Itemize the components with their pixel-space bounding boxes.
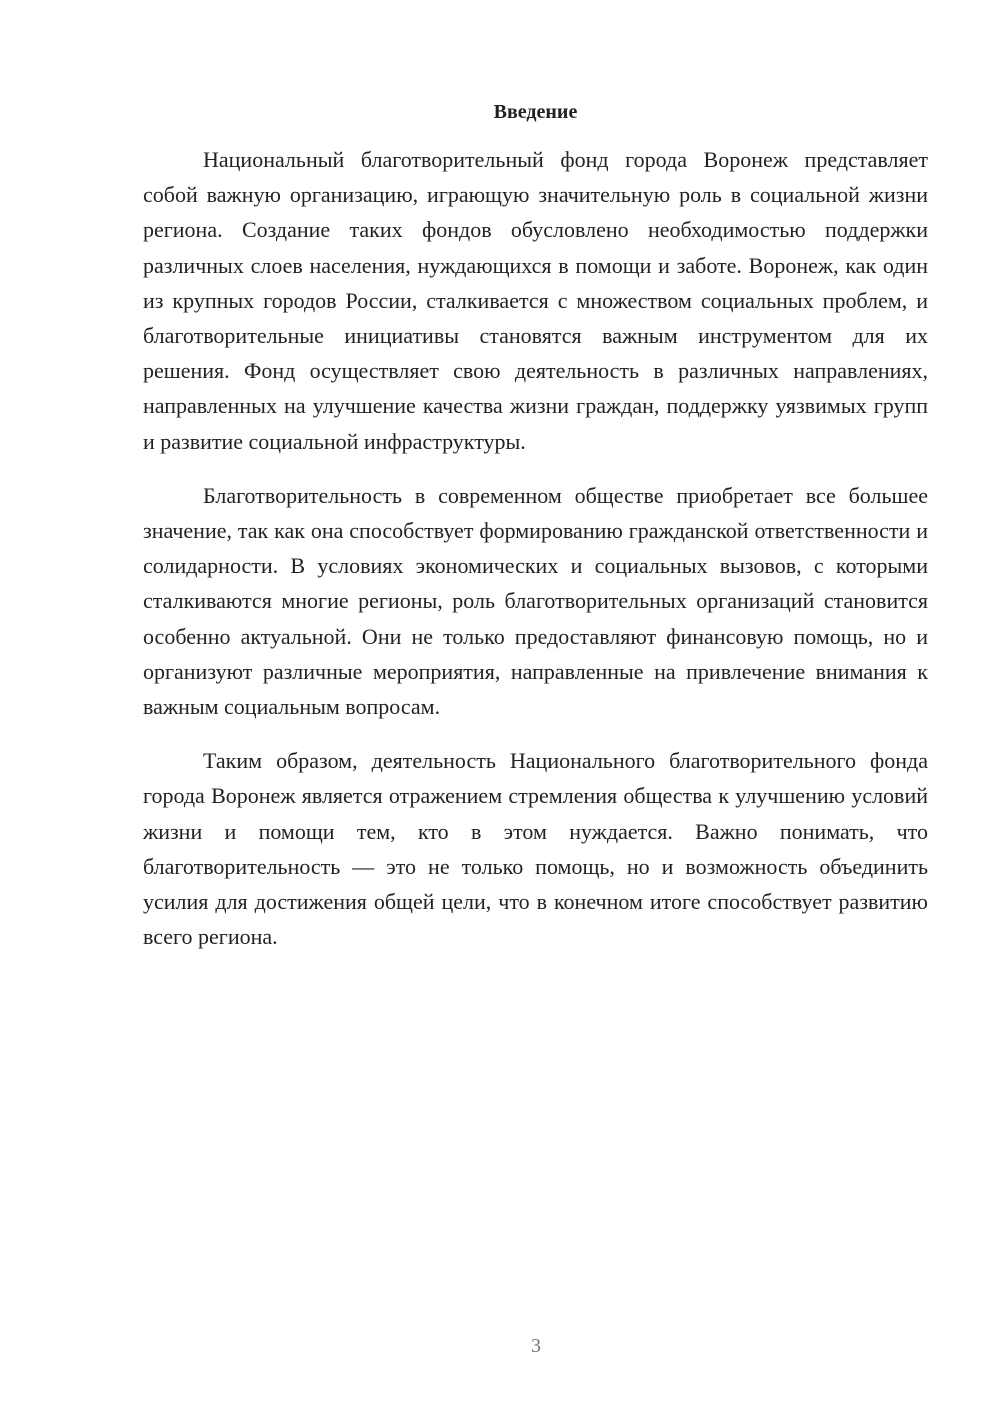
- page-title: Введение: [493, 101, 578, 123]
- page-number: 3: [531, 1335, 541, 1357]
- body-text: [143, 142, 928, 973]
- paragraph-1: Национальный благотворительный фонд города Воронеж представляет собой важную организацию, играющую значительную роль в социальной жизни региона. Создание таких фондов обусловлено необходимостью поддержки различных слоев населения, нуждающихся в помощи и заботе. Воронеж, как один из крупных городов России, сталкивается с множеством социальных проблем, и благотворительные инициативы становятся важным инструментом для их решения. Фонд осуществляет свою деятельность в различных направлениях, направленных на улучшение качества жизни граждан, поддержку уязвимых групп и развитие социальной инфраструктуры.: [143, 147, 928, 454]
- paragraph-2: Благотворительность в современном обществе приобретает все большее значение, так как она способствует формированию гражданской ответственности и солидарности. В условиях экономических и социальных вызовов, с которыми сталкиваются многие регионы, роль благотворительных организаций становится особенно актуальной. Они не только предоставляют финансовую помощь, но и организуют различные мероприятия, направленные на привлечение внимания к важным социальным вопросам.: [143, 482, 928, 720]
- paragraph-3: Таким образом, деятельность Национального благотворительного фонда города Воронеж является отражением стремления общества к улучшению условий жизни и помощи тем, кто в этом нуждается. Важно понимать, что благотворительность — это не только помощь, но и возможность объединить усилия для достижения общей цели, что в конечном итоге способствует развитию всего региона.: [143, 748, 928, 950]
